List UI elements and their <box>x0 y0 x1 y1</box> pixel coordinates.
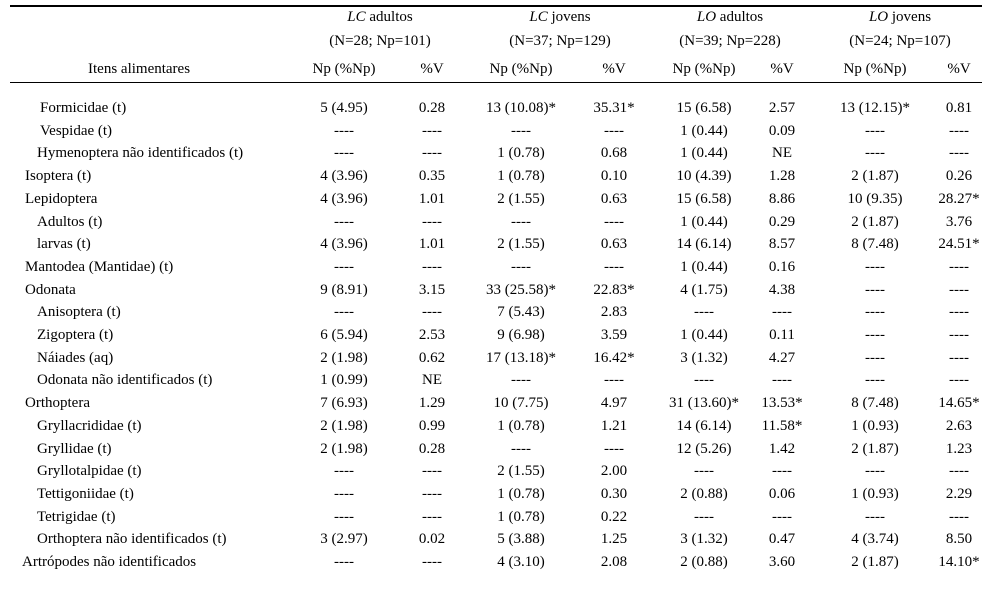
np-cell: 3 (1.32) <box>680 349 728 366</box>
row-label: Zigoptera (t) <box>37 327 114 343</box>
volume-cell: ---- <box>949 122 969 139</box>
volume-cell: ---- <box>422 485 442 502</box>
volume-cell: 1.25 <box>600 531 628 548</box>
row-label: larvas (t) <box>37 236 91 253</box>
volume-cell: 3.76 <box>945 213 973 230</box>
volume-cell: ---- <box>949 508 969 525</box>
volume-cell: 1.21 <box>600 417 628 434</box>
np-cell: ---- <box>511 440 531 457</box>
row-label: Anisoptera (t) <box>37 304 121 321</box>
volume-cell: 0.10 <box>600 168 628 185</box>
np-cell: 14 (6.14) <box>676 417 732 434</box>
volume-cell: 1.23 <box>945 440 973 457</box>
np-cell: ---- <box>511 258 531 275</box>
np-cell: 1 (0.44) <box>680 327 728 343</box>
row-label: Tettigoniidae (t) <box>37 485 134 502</box>
volume-cell: 1.01 <box>418 236 446 253</box>
np-cell: 3 (1.32) <box>680 531 728 548</box>
volume-cell: 1.29 <box>418 395 446 412</box>
np-cell: 9 (8.91) <box>320 281 368 298</box>
volume-cell: ---- <box>422 122 442 139</box>
table-row <box>0 483 992 505</box>
table-row <box>0 301 992 323</box>
np-cell: ---- <box>334 554 354 570</box>
col-v-header: %V <box>947 61 971 77</box>
volume-cell: 14.10* <box>938 554 980 570</box>
np-cell: 1 (0.99) <box>320 372 368 389</box>
row-label: Orthoptera não identificados (t) <box>37 531 227 548</box>
np-cell: 1 (0.44) <box>680 258 728 275</box>
np-cell: 1 (0.44) <box>680 122 728 139</box>
col-v-header: %V <box>602 61 626 77</box>
volume-cell: 2.53 <box>418 327 446 343</box>
np-cell: 2 (1.55) <box>497 463 545 480</box>
np-cell: 1 (0.78) <box>497 508 545 525</box>
np-cell: 5 (4.95) <box>320 100 368 116</box>
np-cell: 2 (0.88) <box>680 485 728 502</box>
row-label: Gryllidae (t) <box>37 440 112 457</box>
volume-cell: 0.06 <box>768 485 796 502</box>
table-row <box>0 120 992 142</box>
volume-cell: ---- <box>604 372 624 389</box>
group-header-lc-jovens: LC jovens (N=37; Np=129) <box>509 9 611 49</box>
table-row <box>0 551 992 573</box>
volume-cell: 0.63 <box>600 190 628 207</box>
np-cell: 2 (0.88) <box>680 554 728 570</box>
volume-cell: 1.42 <box>768 440 796 457</box>
volume-cell: ---- <box>422 508 442 525</box>
volume-cell: 0.68 <box>600 145 628 162</box>
np-cell: 10 (9.35) <box>847 190 903 207</box>
np-cell: 15 (6.58) <box>676 100 732 116</box>
volume-cell: ---- <box>422 213 442 230</box>
np-cell: ---- <box>334 463 354 480</box>
table-row <box>0 165 992 187</box>
table-top-rule <box>10 5 982 7</box>
table-row <box>0 233 992 255</box>
np-cell: 1 (0.78) <box>497 485 545 502</box>
volume-cell: ---- <box>949 145 969 162</box>
volume-cell: 2.83 <box>600 304 628 321</box>
np-cell: 33 (25.58)* <box>486 281 556 298</box>
np-cell: 15 (6.58) <box>676 190 732 207</box>
volume-cell: 2.00 <box>600 463 628 480</box>
row-label: Náiades (aq) <box>37 349 114 366</box>
volume-cell: ---- <box>422 463 442 480</box>
table-row <box>0 97 992 119</box>
volume-cell: 0.02 <box>418 531 446 548</box>
np-cell: 2 (1.55) <box>497 190 545 207</box>
np-cell: ---- <box>334 258 354 275</box>
volume-cell: 0.30 <box>600 485 628 502</box>
volume-cell: 0.63 <box>600 236 628 253</box>
np-cell: 2 (1.87) <box>851 440 899 457</box>
np-cell: 1 (0.44) <box>680 145 728 162</box>
table-row <box>0 347 992 369</box>
np-cell: 10 (7.75) <box>493 395 549 412</box>
table-row <box>0 324 992 346</box>
volume-cell: 0.16 <box>768 258 796 275</box>
np-cell: 13 (12.15)* <box>840 100 910 116</box>
np-cell: 5 (3.88) <box>497 531 545 548</box>
np-cell: ---- <box>865 304 885 321</box>
np-cell: ---- <box>511 372 531 389</box>
row-label: Mantodea (Mantidae) (t) <box>25 258 174 275</box>
volume-cell: 14.65* <box>938 395 980 412</box>
volume-cell: ---- <box>422 304 442 321</box>
col-np-header: Np (%Np) <box>672 61 736 77</box>
volume-cell: ---- <box>949 304 969 321</box>
volume-cell: NE <box>422 372 442 389</box>
row-label: Artrópodes não identificados <box>22 554 197 570</box>
volume-cell: 0.11 <box>769 327 795 343</box>
group-header-lo-adultos: LO adultos (N=39; Np=228) <box>679 9 781 49</box>
np-cell: ---- <box>865 349 885 366</box>
np-cell: ---- <box>865 463 885 480</box>
item-column-header: Itens alimentares <box>88 61 191 77</box>
group-header-lo-jovens: LO jovens (N=24; Np=107) <box>849 9 951 49</box>
volume-cell: 0.26 <box>945 168 973 185</box>
np-cell: ---- <box>865 508 885 525</box>
volume-cell: ---- <box>422 554 442 570</box>
row-label: Adultos (t) <box>37 213 103 230</box>
np-cell: 3 (2.97) <box>320 531 368 548</box>
volume-cell: ---- <box>422 258 442 275</box>
np-cell: 7 (5.43) <box>497 304 545 321</box>
np-cell: 2 (1.87) <box>851 554 899 570</box>
volume-cell: 4.97 <box>600 395 628 412</box>
volume-cell: 1.28 <box>768 168 796 185</box>
np-cell: ---- <box>694 508 714 525</box>
np-cell: 1 (0.78) <box>497 145 545 162</box>
volume-cell: NE <box>772 145 792 162</box>
np-cell: 8 (7.48) <box>851 395 899 412</box>
col-np-header: Np (%Np) <box>489 61 553 77</box>
volume-cell: ---- <box>949 281 969 298</box>
np-cell: ---- <box>694 304 714 321</box>
row-label: Odonata <box>25 281 76 298</box>
np-cell: 4 (3.96) <box>320 168 368 185</box>
np-cell: ---- <box>865 258 885 275</box>
row-label: Orthoptera <box>25 395 90 412</box>
table-row <box>0 142 992 164</box>
volume-cell: 8.50 <box>945 531 973 548</box>
volume-cell: 2.57 <box>768 100 796 116</box>
np-cell: 2 (1.55) <box>497 236 545 253</box>
np-cell: ---- <box>865 145 885 162</box>
volume-cell: ---- <box>604 440 624 457</box>
np-cell: ---- <box>511 213 531 230</box>
volume-cell: ---- <box>604 213 624 230</box>
table-row <box>0 211 992 233</box>
row-label: Hymenoptera não identificados (t) <box>37 145 244 162</box>
np-cell: 7 (6.93) <box>320 395 368 412</box>
volume-cell: 0.35 <box>418 168 446 185</box>
np-cell: ---- <box>865 372 885 389</box>
volume-cell: 2.63 <box>945 417 973 434</box>
np-cell: ---- <box>334 485 354 502</box>
row-label: Vespidae (t) <box>40 122 113 139</box>
np-cell: 1 (0.93) <box>851 417 899 434</box>
volume-cell: ---- <box>772 372 792 389</box>
volume-cell: ---- <box>949 372 969 389</box>
np-cell: 4 (1.75) <box>680 281 728 298</box>
np-cell: 31 (13.60)* <box>669 395 739 412</box>
volume-cell: 8.86 <box>768 190 796 207</box>
volume-cell: 0.29 <box>768 213 796 230</box>
np-cell: 1 (0.78) <box>497 417 545 434</box>
np-cell: 8 (7.48) <box>851 236 899 253</box>
volume-cell: 1.01 <box>418 190 446 207</box>
volume-cell: ---- <box>604 122 624 139</box>
table-row <box>0 256 992 278</box>
volume-cell: ---- <box>604 258 624 275</box>
row-label: Tetrigidae (t) <box>37 508 116 525</box>
row-label: Lepidoptera <box>25 190 98 207</box>
volume-cell: 11.58* <box>761 417 803 434</box>
volume-cell: 3.60 <box>768 554 796 570</box>
volume-cell: ---- <box>949 463 969 480</box>
np-cell: 4 (3.10) <box>497 554 545 570</box>
volume-cell: 2.08 <box>600 554 628 570</box>
np-cell: 17 (13.18)* <box>486 349 556 366</box>
table-row <box>0 460 992 482</box>
np-cell: 4 (3.96) <box>320 236 368 253</box>
np-cell: ---- <box>865 327 885 343</box>
volume-cell: 3.15 <box>418 281 446 298</box>
volume-cell: 0.99 <box>418 417 446 434</box>
volume-cell: ---- <box>772 463 792 480</box>
volume-cell: 0.22 <box>600 508 628 525</box>
np-cell: 2 (1.98) <box>320 417 368 434</box>
table-row <box>0 506 992 528</box>
np-cell: ---- <box>694 463 714 480</box>
row-label: Odonata não identificados (t) <box>37 372 213 389</box>
np-cell: ---- <box>865 122 885 139</box>
np-cell: ---- <box>334 508 354 525</box>
np-cell: 6 (5.94) <box>320 327 368 343</box>
volume-cell: 24.51* <box>938 236 980 253</box>
np-cell: ---- <box>334 213 354 230</box>
row-label: Isoptera (t) <box>25 168 92 185</box>
volume-cell: ---- <box>772 508 792 525</box>
np-cell: ---- <box>694 372 714 389</box>
volume-cell: 0.28 <box>418 100 446 116</box>
volume-cell: 28.27* <box>938 190 980 207</box>
volume-cell: 13.53* <box>761 395 803 412</box>
np-cell: 9 (6.98) <box>497 327 545 343</box>
volume-cell: 3.59 <box>600 327 628 343</box>
np-cell: 2 (1.87) <box>851 213 899 230</box>
row-label: Formicidae (t) <box>40 100 127 116</box>
volume-cell: ---- <box>949 327 969 343</box>
table-row <box>0 415 992 437</box>
table-row <box>0 528 992 550</box>
col-v-header: %V <box>420 61 444 77</box>
volume-cell: ---- <box>949 349 969 366</box>
volume-cell: 22.83* <box>593 281 635 298</box>
table-row <box>0 188 992 210</box>
row-label: Gryllacrididae (t) <box>37 417 142 434</box>
np-cell: 4 (3.96) <box>320 190 368 207</box>
col-np-header: Np (%Np) <box>312 61 376 77</box>
table-row <box>0 279 992 301</box>
np-cell: 1 (0.93) <box>851 485 899 502</box>
volume-cell: 0.09 <box>768 122 796 139</box>
volume-cell: 4.27 <box>768 349 796 366</box>
np-cell: 2 (1.98) <box>320 440 368 457</box>
np-cell: 12 (5.26) <box>676 440 732 457</box>
table-row <box>0 438 992 460</box>
volume-cell: ---- <box>422 145 442 162</box>
col-np-header: Np (%Np) <box>843 61 907 77</box>
np-cell: ---- <box>334 145 354 162</box>
column-header-row <box>0 58 992 80</box>
np-cell: 2 (1.87) <box>851 168 899 185</box>
volume-cell: 8.57 <box>768 236 796 253</box>
row-label: Gryllotalpidae (t) <box>37 463 142 480</box>
np-cell: ---- <box>865 281 885 298</box>
volume-cell: 2.29 <box>945 485 973 502</box>
np-cell: 1 (0.78) <box>497 168 545 185</box>
volume-cell: 16.42* <box>593 349 635 366</box>
np-cell: 13 (10.08)* <box>486 100 556 116</box>
volume-cell: 0.62 <box>418 349 446 366</box>
table-row <box>0 369 992 391</box>
volume-cell: 0.28 <box>418 440 446 457</box>
np-cell: ---- <box>334 304 354 321</box>
np-cell: 10 (4.39) <box>676 168 732 185</box>
volume-cell: 4.38 <box>768 281 796 298</box>
group-header-lc-adultos: LC adultos (N=28; Np=101) <box>329 9 431 49</box>
np-cell: 14 (6.14) <box>676 236 732 253</box>
volume-cell: 35.31* <box>593 100 635 116</box>
np-cell: 4 (3.74) <box>851 531 899 548</box>
table-header-rule <box>10 82 982 83</box>
volume-cell: 0.81 <box>945 100 973 116</box>
col-v-header: %V <box>770 61 794 77</box>
table-row <box>0 392 992 414</box>
volume-cell: ---- <box>949 258 969 275</box>
volume-cell: ---- <box>772 304 792 321</box>
np-cell: ---- <box>511 122 531 139</box>
volume-cell: 0.47 <box>768 531 796 548</box>
np-cell: ---- <box>334 122 354 139</box>
np-cell: 2 (1.98) <box>320 349 368 366</box>
np-cell: 1 (0.44) <box>680 213 728 230</box>
